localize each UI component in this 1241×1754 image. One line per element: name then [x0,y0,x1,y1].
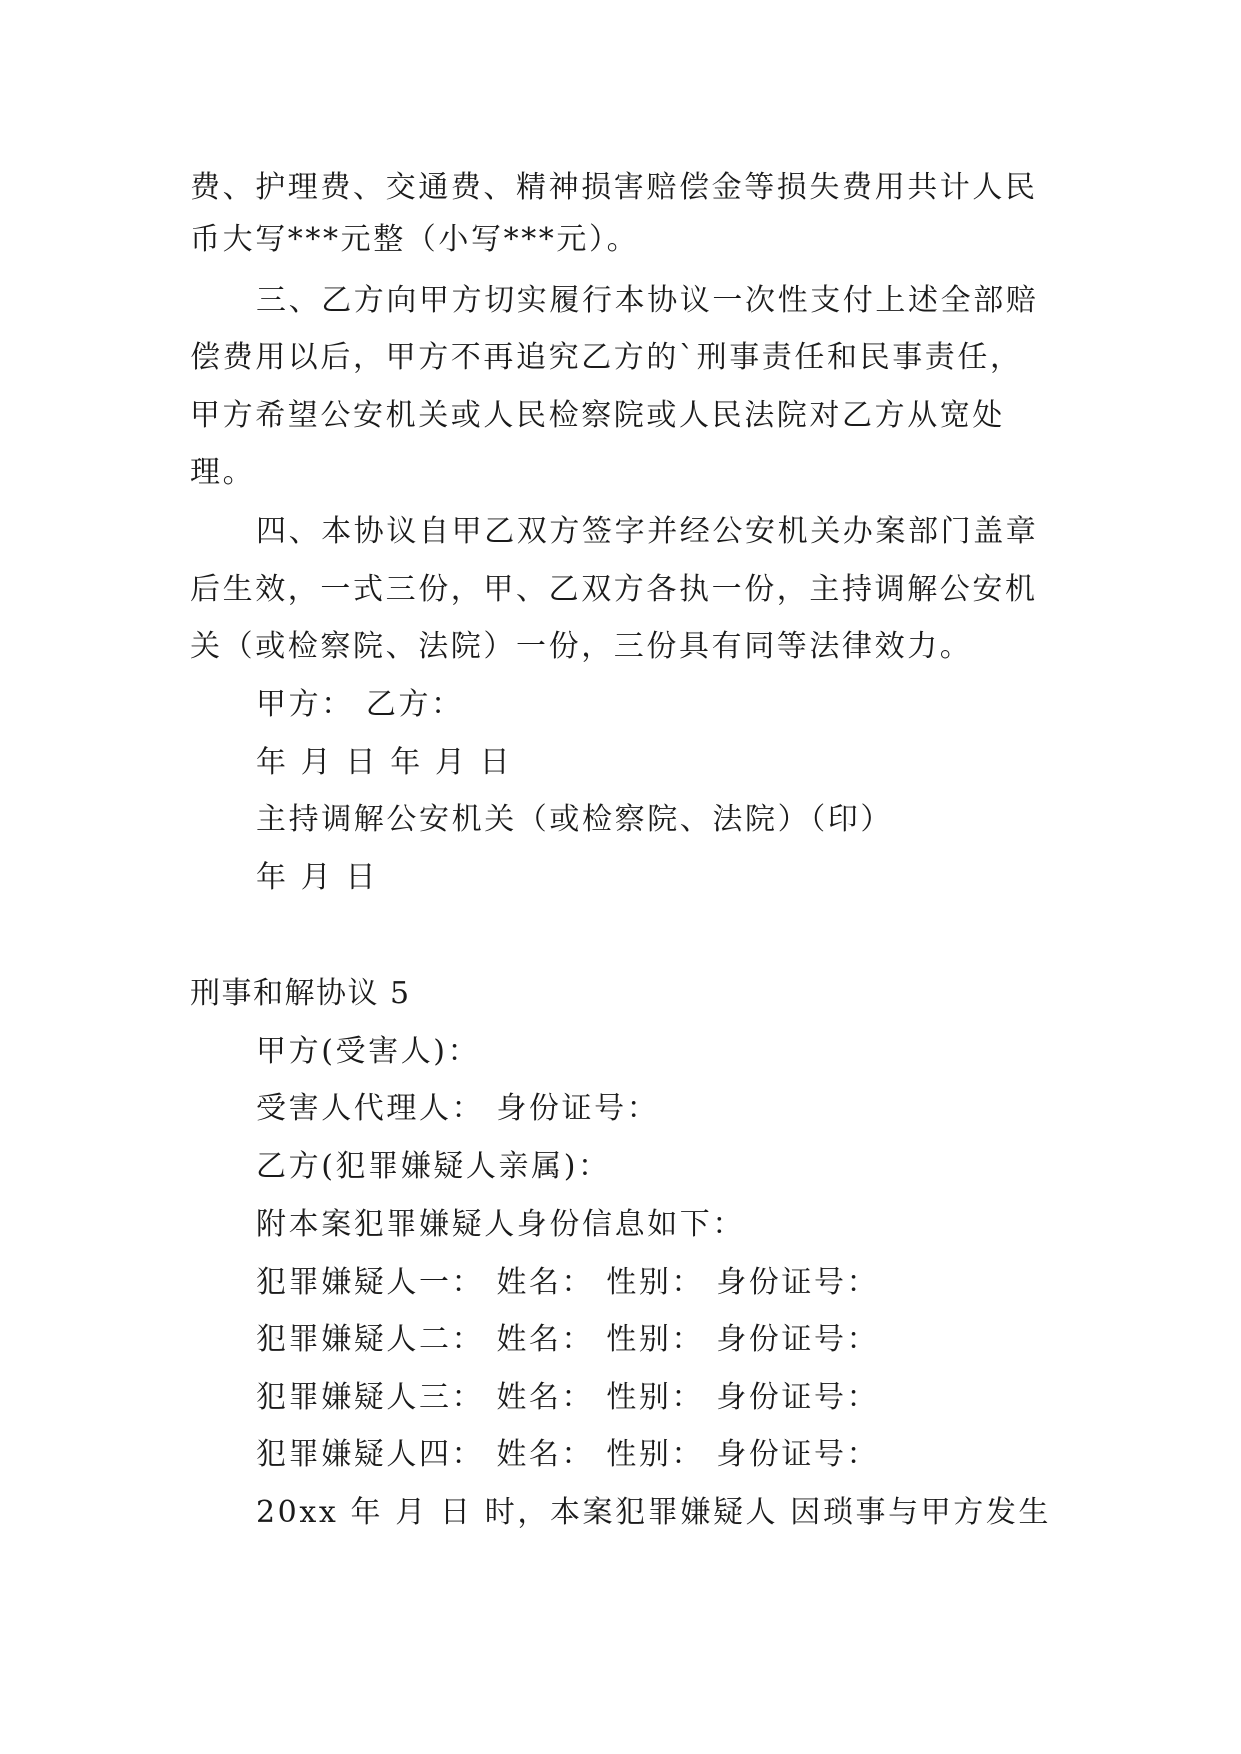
mediator-seal: 主持调解公安机关（或检察院、法院）（印） [256,802,893,837]
agreement-title: 刑事和解协议 5 [190,976,411,1011]
suspect-four-line: 犯罪嫌疑人四： 姓名： 性别： 身份证号： [256,1437,880,1472]
body-line: 甲方希望公安机关或人民检察院或人民法院对乙方从宽处 [190,398,1005,433]
suspect-one-line: 犯罪嫌疑人一： 姓名： 性别： 身份证号： [256,1265,880,1300]
signature-parties: 甲方： 乙方： [256,687,464,722]
body-line: 偿费用以后，甲方不再追究乙方的`刑事责任和民事责任， [190,340,1023,375]
body-line: 后生效，一式三份，甲、乙双方各执一份，主持调解公安机 [190,572,1038,607]
party-b-line: 乙方(犯罪嫌疑人亲属)： [256,1149,611,1184]
suspect-info-heading: 附本案犯罪嫌疑人身份信息如下： [256,1207,745,1242]
body-line: 费、护理费、交通费、精神损害赔偿金等损失费用共计人民 [190,170,1038,205]
clause-three: 三、乙方向甲方切实履行本协议一次性支付上述全部赔 [256,283,1039,318]
party-a-line: 甲方(受害人)： [256,1034,481,1069]
body-line: 关（或检察院、法院）一份，三份具有同等法律效力。 [190,629,973,664]
clause-four: 四、本协议自甲乙双方签字并经公安机关办案部门盖章 [256,514,1039,549]
signature-dates: 年 月 日 年 月 日 [256,745,513,780]
victim-agent-line: 受害人代理人： 身份证号： [256,1091,660,1126]
body-line: 币大写***元整（小写***元）。 [190,222,640,257]
incident-line: 20xx 年 月 日 时，本案犯罪嫌疑人 因琐事与甲方发生 [256,1495,1052,1530]
suspect-two-line: 犯罪嫌疑人二： 姓名： 性别： 身份证号： [256,1322,880,1357]
mediator-date: 年 月 日 [256,860,379,895]
suspect-three-line: 犯罪嫌疑人三： 姓名： 性别： 身份证号： [256,1380,880,1415]
body-line: 理。 [190,455,256,490]
